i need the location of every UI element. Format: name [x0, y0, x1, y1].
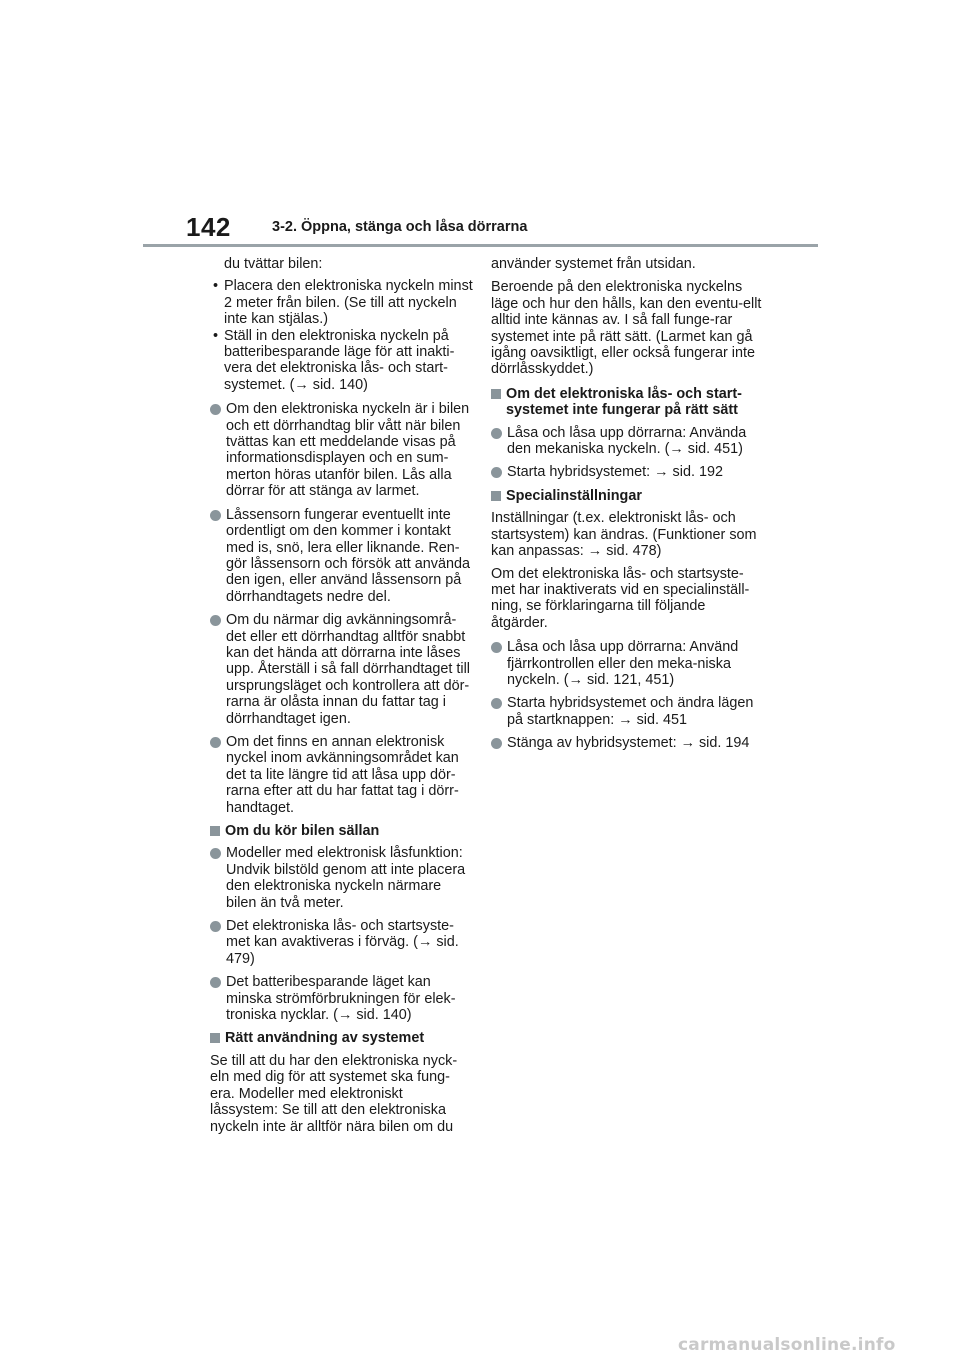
bullet-item	[210, 974, 474, 1023]
bullet-text: Modeller med elektronisk låsfunktion: Undvik bilstöld genom att inte placera den elektroniska nyckeln närmare bilen än två meter.	[226, 845, 466, 911]
bullet-text: Låsa och låsa upp dörrarna: Använd fjärrkontrollen eller den meka-niska nyckeln. (→ sid. 121, 451)	[507, 639, 739, 688]
dash-item-text: Ställ in den elektroniska nyckeln på batteribesparande läge för att inakti-vera det elektroniska lås- och start-systemet. (→ sid. 140)	[224, 327, 455, 393]
bullet-item	[491, 735, 766, 751]
dash-item	[210, 328, 474, 394]
body-paragraph: Inställningar (t.ex. elektroniskt lås- och startsystem) kan ändras. (Funktioner som kan anpassas: → sid. 478)	[491, 510, 757, 560]
section-heading	[491, 386, 766, 419]
bullet-text: Stänga av hybridsystemet: → sid. 194	[507, 735, 750, 752]
square-bullet-icon	[210, 1033, 220, 1043]
circle-bullet-icon	[210, 921, 221, 932]
watermark: carmanualsonline.info	[678, 1335, 896, 1355]
bullet-text: Låssensorn fungerar eventuellt inte ordentligt om den kommer i kontakt med is, snö, lera eller liknande. Ren-gör låssensorn och försök att använda den igen, eller använd låssensorn på dörrhandtagets nedre del.	[226, 506, 470, 605]
dash-item	[210, 278, 474, 327]
body-paragraph: Om det elektroniska lås- och startsyste-met har inaktiverats vid en specialinställ-ning, se förklaringarna till följande åtgärder.	[491, 565, 750, 631]
section-heading	[210, 823, 474, 839]
bullet-text: Starta hybridsystemet och ändra lägen på startknappen: → sid. 451	[507, 695, 754, 728]
bullet-text: Låsa och låsa upp dörrarna: Använda den mekaniska nyckeln. (→ sid. 451)	[507, 424, 747, 458]
circle-bullet-icon	[210, 510, 221, 521]
bullet-text: Om den elektroniska nyckeln är i bilen och ett dörrhandtag blir vått när bilen tvättas kan ett meddelande visas på informationsdisplayen och en sum-merton höras utanför bilen. Lås alla dörrar för att stänga av larmet.	[226, 401, 470, 500]
square-bullet-icon	[210, 826, 220, 836]
bullet-item	[491, 639, 766, 688]
bullet-item	[210, 734, 474, 816]
bullet-text: Starta hybridsystemet: → sid. 192	[507, 464, 723, 481]
circle-bullet-icon	[491, 698, 502, 709]
bullet-text: Om det finns en annan elektronisk nyckel inom avkänningsområdet kan det ta lite längre tid att låsa upp dör-rarna efter att du har fattat tag i dörr-handtaget.	[226, 733, 459, 816]
dash-item-text: Placera den elektroniska nyckeln minst 2 meter från bilen. (Se till att nyckeln inte kan stjälas.)	[224, 278, 473, 328]
dash-bullet: •	[213, 278, 219, 295]
body-paragraph: Se till att du har den elektroniska nyck-eln med dig för att systemet ska fung-era. Modeller med elektroniskt låssystem: Se till att den elektroniska nyckeln inte är alltför nära bilen om du	[210, 1052, 458, 1135]
right-column	[491, 256, 766, 759]
bullet-item	[210, 507, 474, 605]
circle-bullet-icon	[210, 977, 221, 988]
bullet-item	[210, 918, 474, 967]
body-paragraph: använder systemet från utsidan.	[491, 256, 696, 272]
square-bullet-icon	[491, 389, 501, 399]
section-title: 3-2. Öppna, stänga och låsa dörrarna	[272, 219, 528, 235]
left-column	[210, 256, 474, 1141]
bullet-item	[491, 464, 766, 480]
heading-text: Om det elektroniska lås- och start-systemet inte fungerar på rätt sätt	[506, 385, 742, 419]
page-number: 142	[186, 212, 231, 242]
circle-bullet-icon	[491, 428, 502, 439]
dash-bullet: •	[213, 327, 219, 344]
bullet-text: Om du närmar dig avkänningsområ-det eller ett dörrhandtag alltför snabbt kan det hända att dörrarna inte låses upp. Återställ i så fall dörrhandtaget till ursprungsläget och kontrollera att dör-rarna är olåsta innan du fattar tag i dörrhandtaget igen.	[226, 612, 470, 727]
circle-bullet-icon	[491, 467, 502, 478]
circle-bullet-icon	[210, 404, 221, 415]
bullet-item	[210, 612, 474, 727]
heading-text: Rätt användning av systemet	[225, 1030, 425, 1047]
square-bullet-icon	[491, 491, 501, 501]
intro-text: du tvättar bilen:	[224, 256, 323, 272]
bullet-text: Det batteribesparande läget kan minska strömförbrukningen för elek-troniska nycklar. (→ sid. 140)	[226, 974, 456, 1024]
circle-bullet-icon	[491, 738, 502, 749]
circle-bullet-icon	[210, 737, 221, 748]
circle-bullet-icon	[491, 642, 502, 653]
section-heading	[210, 1030, 474, 1046]
header-rule	[143, 244, 818, 247]
bullet-item	[210, 845, 474, 911]
body-paragraph: Beroende på den elektroniska nyckelns läge och hur den hålls, kan den eventu-ellt alltid inte kännas av. I så fall funge-rar systemet inte på rätt sätt. (Larmet kan gå igång oavsiktligt, eller också fungerar inte dörrlåsskyddet.)	[491, 279, 762, 378]
section-heading	[491, 488, 766, 504]
circle-bullet-icon	[210, 615, 221, 626]
heading-text: Om du kör bilen sällan	[225, 823, 380, 839]
bullet-item	[491, 425, 766, 458]
bullet-item	[491, 695, 766, 728]
heading-text: Specialinställningar	[506, 487, 642, 504]
bullet-item	[210, 401, 474, 499]
bullet-text: Det elektroniska lås- och startsyste-met kan avaktiveras i förväg. (→ sid. 479)	[226, 918, 459, 967]
circle-bullet-icon	[210, 848, 221, 859]
